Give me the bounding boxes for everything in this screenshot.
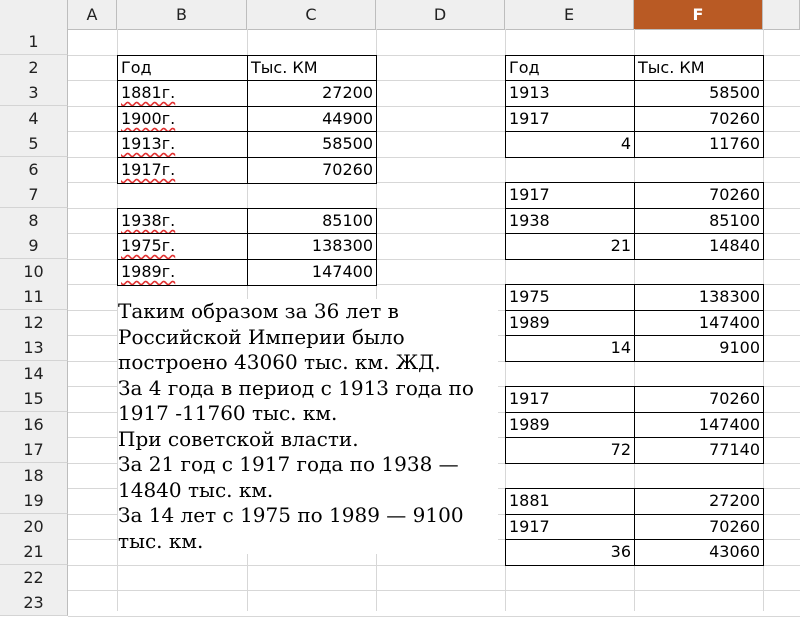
summary-line: При советской власти. <box>118 426 359 451</box>
cell-f21[interactable] <box>634 539 764 566</box>
row-header-1[interactable]: 1 <box>0 29 68 55</box>
cell-e7[interactable] <box>505 182 635 209</box>
cell-text: 44900 <box>322 109 373 128</box>
cell-e16[interactable] <box>505 412 635 439</box>
cell-b8[interactable] <box>117 208 248 235</box>
cell-text: 14840 <box>709 236 760 255</box>
cell-text: 77140 <box>709 440 760 459</box>
cell-b2[interactable] <box>117 55 248 82</box>
summary-line: построено 43060 тыс. км. ЖД. <box>118 350 441 374</box>
cell-c5[interactable] <box>247 131 377 158</box>
cell-text: 147400 <box>698 313 760 332</box>
row-header-21[interactable]: 21 <box>0 539 68 565</box>
summary-line: За 14 лет с 1975 по 1989 — 9100 <box>118 503 464 527</box>
cell-b5[interactable] <box>117 131 248 158</box>
row-header-13[interactable]: 13 <box>0 335 68 361</box>
cell-f13[interactable] <box>634 335 764 362</box>
cell-text: 70260 <box>709 517 760 536</box>
cell-e5[interactable] <box>505 131 635 158</box>
cell-text: 138300 <box>698 287 760 306</box>
cell-e11[interactable] <box>505 284 635 311</box>
cell-e2[interactable] <box>505 55 635 82</box>
cell-text: 1975 <box>509 287 550 306</box>
row-header-18[interactable]: 18 <box>0 463 68 489</box>
cell-text: 1917 <box>509 185 550 204</box>
cell-c4[interactable] <box>247 106 377 133</box>
cell-text: 27200 <box>709 491 760 510</box>
cell-text: Тыс. КМ <box>638 58 705 77</box>
row-header-6[interactable]: 6 <box>0 157 68 183</box>
cell-f4[interactable] <box>634 106 764 133</box>
row-header-17[interactable]: 17 <box>0 437 68 463</box>
cell-b4[interactable] <box>117 106 248 133</box>
summary-line: За 21 год с 1917 года по 1938 — <box>118 452 459 476</box>
summary-text-box[interactable] <box>118 299 498 554</box>
row-header-22[interactable]: 22 <box>0 565 68 591</box>
cell-c6[interactable] <box>247 157 377 184</box>
column-header-c[interactable]: C <box>247 0 376 29</box>
cell-b3[interactable] <box>117 80 248 107</box>
cell-f9[interactable] <box>634 233 764 260</box>
cell-text: 58500 <box>709 83 760 102</box>
row-header-11[interactable]: 11 <box>0 284 68 310</box>
row-header-16[interactable]: 16 <box>0 412 68 438</box>
cell-e9[interactable] <box>505 233 635 260</box>
row-header-2[interactable]: 2 <box>0 55 68 81</box>
cell-text: 21 <box>610 236 631 255</box>
cell-text: 85100 <box>709 211 760 230</box>
cell-f15[interactable] <box>634 386 764 413</box>
cell-text: 1975г. <box>121 236 176 255</box>
row-header-12[interactable]: 12 <box>0 310 68 336</box>
cell-f7[interactable] <box>634 182 764 209</box>
cell-text: 147400 <box>311 262 373 281</box>
cell-c9[interactable] <box>247 233 377 260</box>
cell-e4[interactable] <box>505 106 635 133</box>
cell-text: 1938 <box>509 211 550 230</box>
cell-text: 1989 <box>509 415 550 434</box>
cell-f8[interactable] <box>634 208 764 235</box>
cell-text: 1913г. <box>121 134 176 153</box>
row-header-9[interactable]: 9 <box>0 233 68 259</box>
select-all-corner[interactable] <box>0 0 68 29</box>
summary-line: За 4 года в период с 1913 года по <box>118 375 474 400</box>
summary-line: Российской Империи было <box>118 324 405 349</box>
row-header-4[interactable]: 4 <box>0 106 68 132</box>
cell-text: 1881г. <box>121 83 176 102</box>
cell-text: 1917 <box>509 517 550 536</box>
cell-text: 1989 <box>509 313 550 332</box>
cell-f11[interactable] <box>634 284 764 311</box>
cell-text: Год <box>509 58 540 77</box>
cell-text: Год <box>121 58 152 77</box>
cell-e21[interactable] <box>505 539 635 566</box>
cell-e20[interactable] <box>505 514 635 541</box>
row-header-10[interactable]: 10 <box>0 259 68 285</box>
summary-line: 14840 тыс. км. <box>118 477 274 502</box>
cell-text: 9100 <box>719 338 760 357</box>
cell-text: 14 <box>610 338 631 357</box>
column-header-d[interactable]: D <box>376 0 505 29</box>
row-header-5[interactable]: 5 <box>0 131 68 157</box>
cell-f3[interactable] <box>634 80 764 107</box>
summary-line: Таким образом за 36 лет в <box>118 299 399 323</box>
cell-f12[interactable] <box>634 310 764 337</box>
cell-f16[interactable] <box>634 412 764 439</box>
cell-text: 43060 <box>709 542 760 561</box>
column-header-g[interactable] <box>763 0 800 29</box>
cell-f17[interactable] <box>634 437 764 464</box>
row-header-7[interactable]: 7 <box>0 182 68 208</box>
column-header-f[interactable]: F <box>634 0 763 29</box>
cell-b10[interactable] <box>117 259 248 286</box>
cell-text: 70260 <box>709 185 760 204</box>
cell-text: 1913 <box>509 83 550 102</box>
cell-text: 70260 <box>322 160 373 179</box>
gridline-horizontal <box>68 590 800 591</box>
cell-e8[interactable] <box>505 208 635 235</box>
cell-text: 147400 <box>698 415 760 434</box>
cell-c3[interactable] <box>247 80 377 107</box>
cell-text: 1917 <box>509 389 550 408</box>
cell-text: 36 <box>610 542 631 561</box>
cell-f5[interactable] <box>634 131 764 158</box>
cell-text: 1938г. <box>121 211 176 230</box>
cell-text: 72 <box>610 440 631 459</box>
cell-f2[interactable] <box>634 55 764 82</box>
row-header-15[interactable]: 15 <box>0 386 68 412</box>
row-header-20[interactable]: 20 <box>0 514 68 540</box>
row-header-23[interactable]: 23 <box>0 590 68 616</box>
cell-text: 58500 <box>322 134 373 153</box>
column-header-b[interactable]: B <box>117 0 247 29</box>
summary-line: 1917 -11760 тыс. км. <box>118 401 338 425</box>
cell-text: 85100 <box>322 211 373 230</box>
cell-text: 1989г. <box>121 262 176 281</box>
column-header-a[interactable]: A <box>68 0 117 29</box>
cell-text: 1917г. <box>121 160 176 179</box>
summary-line: тыс. км. <box>118 528 204 553</box>
cell-f20[interactable] <box>634 514 764 541</box>
cell-text: 70260 <box>709 109 760 128</box>
cell-b6[interactable] <box>117 157 248 184</box>
cell-text: 1917 <box>509 109 550 128</box>
cell-c10[interactable] <box>247 259 377 286</box>
cell-text: 70260 <box>709 389 760 408</box>
cell-text: 4 <box>620 134 631 153</box>
cell-e17[interactable] <box>505 437 635 464</box>
cell-c8[interactable] <box>247 208 377 235</box>
cell-e12[interactable] <box>505 310 635 337</box>
cell-text: 1881 <box>509 491 550 510</box>
column-header-e[interactable]: E <box>505 0 634 29</box>
row-header-3[interactable]: 3 <box>0 80 68 106</box>
cell-f19[interactable] <box>634 488 764 515</box>
cell-text: 11760 <box>709 134 760 153</box>
row-header-8[interactable]: 8 <box>0 208 68 234</box>
cell-e3[interactable] <box>505 80 635 107</box>
cell-text: Тыс. КМ <box>251 58 318 77</box>
row-header-19[interactable]: 19 <box>0 488 68 514</box>
cell-e19[interactable] <box>505 488 635 515</box>
row-header-14[interactable]: 14 <box>0 361 68 387</box>
cell-e13[interactable] <box>505 335 635 362</box>
cell-e15[interactable] <box>505 386 635 413</box>
cell-text: 27200 <box>322 83 373 102</box>
cell-c2[interactable] <box>247 55 377 82</box>
cell-b9[interactable] <box>117 233 248 260</box>
cell-text: 1900г. <box>121 109 176 128</box>
cell-text: 138300 <box>311 236 373 255</box>
